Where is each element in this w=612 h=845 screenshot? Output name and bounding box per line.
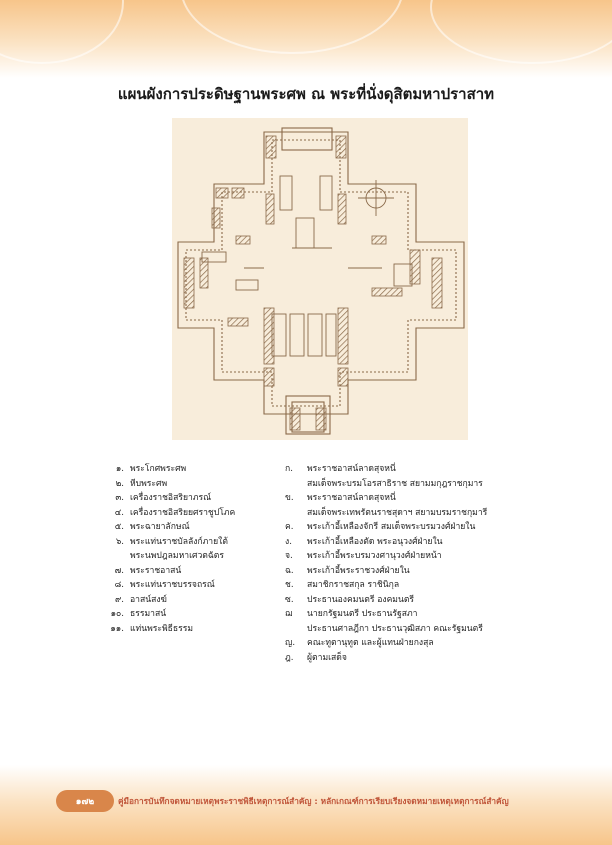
legend-item-number: ๑๐.	[110, 609, 124, 619]
legend-item-text: พระเก้าอี้เหลืองจักรี สมเด็จพระบรมวงศ์ฝ่ายใน	[307, 522, 476, 532]
legend-item-text: สมาชิกราชสกุล ราชินิกุล	[307, 580, 400, 590]
legend-item-text: ธรรมาสน์	[130, 609, 167, 619]
legend-item-number: จ.	[285, 551, 293, 561]
legend-item-text: คณะทูตานุทูต และผู้แทนฝ่ายกงสุล	[307, 638, 434, 648]
legend-item	[285, 462, 515, 477]
page-title: แผนผังการประดิษฐานพระศพ ณ พระที่นั่งดุสิตมหาปราสาท	[117, 85, 495, 103]
legend-item	[100, 549, 280, 564]
legend-item-number: ญ.	[285, 638, 296, 648]
legend-item-text: สมเด็จพระบรมโอรสาธิราช สยามมกุฎราชกุมาร	[307, 478, 483, 489]
legend-item	[285, 477, 515, 492]
legend-item-text: หีบพระศพ	[130, 478, 168, 489]
legend-item-number: ๙.	[114, 594, 124, 605]
legend-lettered	[285, 462, 515, 665]
legend-item	[285, 549, 515, 564]
legend-item-text: พระราชอาสน์ลาดสุจหนี่	[307, 493, 396, 503]
legend-item-text: พระนพปฎลมหาเศวตฉัตร	[130, 551, 224, 561]
legend-item-text: พระแท่นราชบรรจถรณ์	[130, 580, 215, 590]
legend-item-number: ๓.	[115, 493, 124, 503]
legend-item-number: ๑๑.	[110, 623, 124, 634]
legend-item-text: อาสน์สงฆ์	[130, 594, 167, 605]
legend-item-number: ๕.	[114, 522, 124, 532]
legend-item-text: เครื่องราชอิสริยาภรณ์	[130, 493, 212, 503]
legend-item	[100, 578, 280, 593]
legend-item	[285, 520, 515, 535]
legend-item-text: เครื่องราชอิสริยยศราชูปโภค	[130, 507, 236, 518]
legend-item-text: ประธานองคมนตรี องคมนตรี	[307, 594, 415, 605]
legend-item	[285, 622, 515, 637]
legend-item-number: ๘.	[114, 580, 124, 590]
legend-item	[100, 520, 280, 535]
legend-item	[285, 593, 515, 608]
legend-item	[285, 578, 515, 593]
legend-item-text: พระเก้าอี้พระบรมวงศานุวงศ์ฝ่ายหน้า	[307, 551, 442, 561]
legend-item	[100, 477, 280, 492]
legend-item-text: พระฉายาลักษณ์	[130, 522, 190, 532]
legend-item-text: พระแท่นราชบัลลังก์ภายใต้	[130, 536, 228, 547]
legend-item-text: ประธานศาลฎีกา ประธานวุฒิสภา คณะรัฐมนตรี	[307, 623, 483, 634]
legend-item-number: ง.	[285, 536, 292, 547]
legend-item-number: ๖.	[115, 536, 124, 547]
legend-item-number: ฌ	[285, 609, 293, 619]
legend-item-number: ค.	[285, 522, 294, 532]
legend-item	[100, 622, 280, 637]
legend-item-number: ๑.	[115, 464, 124, 474]
legend-item	[285, 564, 515, 579]
legend-item-number: ๔.	[114, 507, 124, 518]
legend-item	[285, 651, 515, 666]
legend-item	[285, 636, 515, 651]
legend-item-text: ผู้ตามเสด็จ	[307, 652, 347, 663]
legend-item	[100, 564, 280, 579]
legend-item	[100, 506, 280, 521]
legend-item-text: พระโกศพระศพ	[130, 464, 187, 474]
legend-item	[285, 491, 515, 506]
legend-item-number: ๒.	[115, 478, 124, 489]
legend-item-number: ข.	[285, 493, 294, 503]
legend-item	[285, 607, 515, 622]
legend-item	[100, 535, 280, 550]
legend-item-number: ฉ.	[285, 565, 294, 576]
legend-item-text: พระราชอาสน์ลาดสุจหนี่	[307, 464, 396, 474]
legend-numbered	[100, 462, 280, 636]
legend-item	[100, 462, 280, 477]
legend-item-text: นายกรัฐมนตรี ประธานรัฐสภา	[307, 609, 418, 619]
legend-item-text: พระเก้าอี้เหลืองตัด พระอนุวงศ์ฝ่ายใน	[307, 536, 443, 547]
legend-item-number: ๗.	[114, 565, 124, 576]
legend-item-text: พระราชอาสน์	[130, 565, 182, 576]
legend-item-number: ฎ.	[285, 652, 294, 663]
legend-item	[100, 491, 280, 506]
legend-item	[100, 607, 280, 622]
legend-item-text: สมเด็จพระเทพรัตนราชสุดาฯ สยามบรมราชกุมารี	[307, 507, 488, 518]
legend-item	[285, 535, 515, 550]
header-decoration	[0, 0, 612, 78]
legend-item	[285, 506, 515, 521]
footer-text: คู่มือการบันทึกจดหมายเหตุพระราชพิธีเหตุการณ์สำคัญ : หลักเกณฑ์การเรียบเรียงจดหมายเหตุเหตุการณ์สำคัญ	[118, 796, 509, 806]
page-number-badge: ๑๗๒	[56, 790, 114, 812]
legend-item	[100, 593, 280, 608]
legend-item-number: ช.	[285, 580, 294, 590]
legend-item-text: แท่นพระพิธีธรรม	[130, 623, 194, 634]
floor-plan-diagram	[172, 118, 468, 440]
legend-item-text: พระเก้าอี้พระราชวงศ์ฝ่ายใน	[307, 565, 410, 576]
legend-item-number: ซ.	[285, 594, 294, 605]
legend-item-number: ก.	[285, 464, 293, 474]
